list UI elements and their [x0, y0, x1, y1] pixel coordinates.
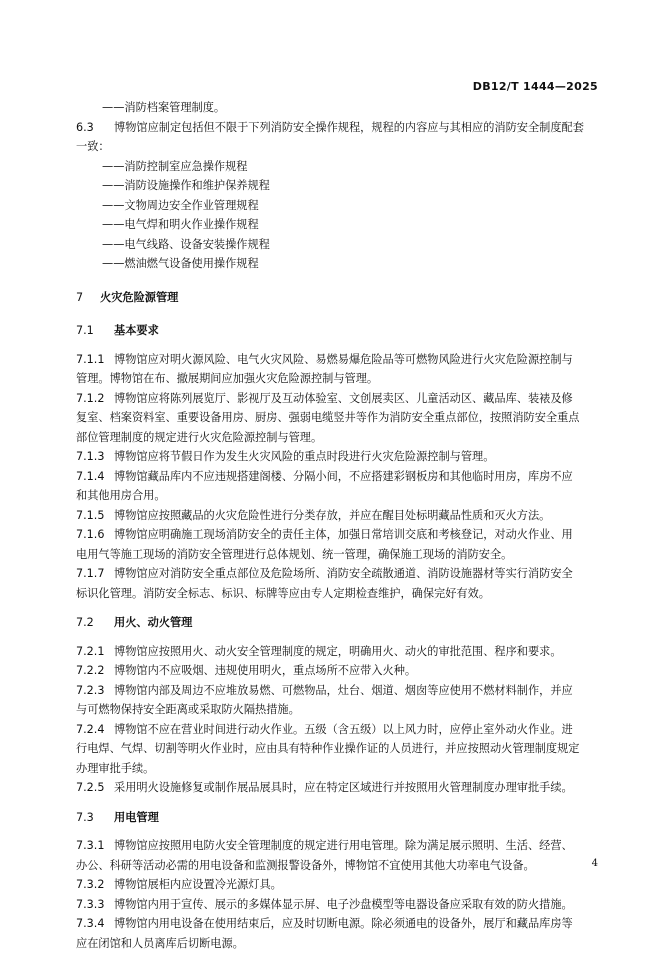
clause-line — [76, 642, 602, 662]
list-item: ——电气焊和明火作业操作规程 — [76, 215, 602, 235]
document-body — [76, 98, 602, 953]
clause-text: 部位管理制度的规定进行火灾危险源控制与管理。 — [76, 431, 322, 444]
subsection-title: 用火、动火管理 — [114, 616, 192, 629]
clause-text-continuation: 一致： — [76, 137, 602, 157]
clause-number: 7.3.2 — [76, 875, 114, 895]
subsection-number: 7.2 — [76, 613, 114, 633]
clause-text: 博物馆应按照用电防火安全管理制度的规定进行用电管理。除为满足展示照明、生活、经营、 — [114, 839, 573, 852]
subsection-heading-7-3 — [76, 808, 602, 828]
clause-line-continuation — [76, 486, 602, 506]
clause-line — [76, 506, 602, 526]
clause-line — [76, 778, 602, 798]
clause-number: 7.3.4 — [76, 914, 114, 934]
clause-text: 办理审批手续。 — [76, 762, 154, 775]
clause-number: 7.3.1 — [76, 836, 114, 856]
list-item: ——电气线路、设备安装操作规程 — [76, 235, 602, 255]
clause-number: 7.1.5 — [76, 506, 114, 526]
clause-6-3 — [76, 118, 602, 138]
clause-number: 7.2.5 — [76, 778, 114, 798]
procedure-list — [76, 157, 602, 274]
list-item: ——消防控制室应急操作规程 — [76, 157, 602, 177]
clause-number: 7.1.1 — [76, 350, 114, 370]
clause-text: 复室、档案资料室、重要设备用房、厨房、强弱电缆竖井等作为消防安全重点部位，按照消防安全重点 — [76, 411, 579, 424]
section-number: 7 — [76, 288, 100, 308]
clause-text: 采用明火设施修复或制作展品展具时，应在特定区域进行并按照用火管理制度办理审批手续。 — [114, 781, 573, 794]
clause-text: 博物馆应按照用火、动火安全管理制度的规定，明确用火、动火的审批范围、程序和要求。 — [114, 645, 562, 658]
list-item: ——消防设施操作和维护保养规程 — [76, 176, 602, 196]
clause-text: 和其他用房合用。 — [76, 489, 166, 502]
clause-group-7-1 — [76, 350, 602, 604]
clause-text: 与可燃物保持安全距离或采取防火隔热措施。 — [76, 703, 300, 716]
clause-text: 办公、科研等活动必需的用电设备和监测报警设备外，博物馆不宜使用其他大功率电气设备。 — [76, 859, 535, 872]
clause-text: 博物馆内用于宣传、展示的多媒体显示屏、电子沙盘模型等电器设备应采取有效的防火措施。 — [114, 898, 573, 911]
subsection-title: 用电管理 — [114, 811, 159, 824]
clause-text: 博物馆内用电设备在使用结束后，应及时切断电源。除必须通电的设备外，展厅和藏品库房等 — [114, 917, 573, 930]
clause-text: 行电焊、气焊、切割等明火作业时，应由具有特种作业操作证的人员进行，并应按照动火管理制度规定 — [76, 742, 579, 755]
clause-line-continuation — [76, 428, 602, 448]
clause-text: 应在闭馆和人员离库后切断电源。 — [76, 937, 244, 950]
section-heading-7 — [76, 288, 602, 308]
clause-line — [76, 447, 602, 467]
page-number: 4 — [592, 858, 598, 869]
clause-line — [76, 564, 602, 584]
clause-line — [76, 681, 602, 701]
clause-number: 7.3.3 — [76, 895, 114, 915]
clause-line-continuation — [76, 759, 602, 779]
clause-number: 7.1.2 — [76, 389, 114, 409]
clause-text: 博物馆应明确施工现场消防安全的责任主体，加强日常培训交底和考核登记，对动火作业、用 — [114, 528, 573, 541]
list-item: ——文物周边安全作业管理规程 — [76, 196, 602, 216]
clause-line — [76, 389, 602, 409]
clause-text: 博物馆应将陈列展览厅、影视厅及互动体验室、文创展卖区、儿童活动区、藏品库、装裱及修 — [114, 392, 573, 405]
clause-number: 7.2.1 — [76, 642, 114, 662]
list-item: ——消防档案管理制度。 — [76, 98, 602, 118]
clause-number: 7.1.6 — [76, 525, 114, 545]
clause-line — [76, 875, 602, 895]
subsection-title: 基本要求 — [114, 324, 159, 337]
clause-line-continuation — [76, 739, 602, 759]
clause-line-continuation — [76, 545, 602, 565]
clause-line — [76, 895, 602, 915]
clause-text: 博物馆内不应吸烟、违规使用明火，重点场所不应带入火种。 — [114, 664, 416, 677]
clause-group-7-3 — [76, 836, 602, 953]
clause-line — [76, 836, 602, 856]
clause-line — [76, 914, 602, 934]
clause-text: 博物馆应将节假日作为发生火灾风险的重点时段进行火灾危险源控制与管理。 — [114, 450, 494, 463]
clause-line-continuation — [76, 856, 602, 876]
clause-text: 博物馆内部及周边不应堆放易燃、可燃物品，灶台、烟道、烟囱等应使用不燃材料制作，并应 — [114, 684, 573, 697]
clause-line-continuation — [76, 369, 602, 389]
clause-text: 博物馆藏品库内不应违规搭建阁楼、分隔小间，不应搭建彩钢板房和其他临时用房，库房不应 — [114, 470, 573, 483]
clause-text: 电用气等施工现场的消防安全管理进行总体规划、统一管理，确保施工现场的消防安全。 — [76, 548, 512, 561]
clause-line-continuation — [76, 934, 602, 953]
clause-number: 6.3 — [76, 118, 114, 138]
clause-text: 博物馆应制定包括但不限于下列消防安全操作规程，规程的内容应与其相应的消防安全制度配套 — [114, 121, 584, 134]
section-title: 火灾危险源管理 — [100, 291, 178, 304]
clause-line — [76, 720, 602, 740]
subsection-heading-7-2 — [76, 613, 602, 633]
clause-line-continuation — [76, 408, 602, 428]
clause-text: 标识化管理。消防安全标志、标识、标牌等应由专人定期检查维护，确保完好有效。 — [76, 587, 490, 600]
clause-number: 7.2.3 — [76, 681, 114, 701]
clause-number: 7.1.4 — [76, 467, 114, 487]
clause-number: 7.1.3 — [76, 447, 114, 467]
clause-text: 博物馆展柜内应设置冷光源灯具。 — [114, 878, 282, 891]
clause-number: 7.2.4 — [76, 720, 114, 740]
clause-line — [76, 467, 602, 487]
clause-text: 博物馆不应在营业时间进行动火作业。五级（含五级）以上风力时，应停止室外动火作业。进 — [114, 723, 573, 736]
clause-line — [76, 525, 602, 545]
clause-text: 博物馆应按照藏品的火灾危险性进行分类存放，并应在醒目处标明藏品性质和灭火方法。 — [114, 509, 550, 522]
clause-line — [76, 350, 602, 370]
subsection-heading-7-1 — [76, 321, 602, 341]
clause-text: 博物馆应对明火源风险、电气火灾风险、易燃易爆危险品等可燃物风险进行火灾危险源控制与 — [114, 353, 573, 366]
clause-group-7-2 — [76, 642, 602, 798]
standard-code: DB12/T 1444—2025 — [473, 80, 598, 93]
clause-line-continuation — [76, 700, 602, 720]
list-item: ——燃油燃气设备使用操作规程 — [76, 254, 602, 274]
clause-line — [76, 661, 602, 681]
subsection-number: 7.1 — [76, 321, 114, 341]
clause-number: 7.2.2 — [76, 661, 114, 681]
clause-text: 管理。博物馆在布、撤展期间应加强火灾危险源控制与管理。 — [76, 372, 378, 385]
clause-line-continuation — [76, 584, 602, 604]
clause-text: 博物馆应对消防安全重点部位及危险场所、消防安全疏散通道、消防设施器材等实行消防安全 — [114, 567, 573, 580]
subsection-number: 7.3 — [76, 808, 114, 828]
clause-number: 7.1.7 — [76, 564, 114, 584]
